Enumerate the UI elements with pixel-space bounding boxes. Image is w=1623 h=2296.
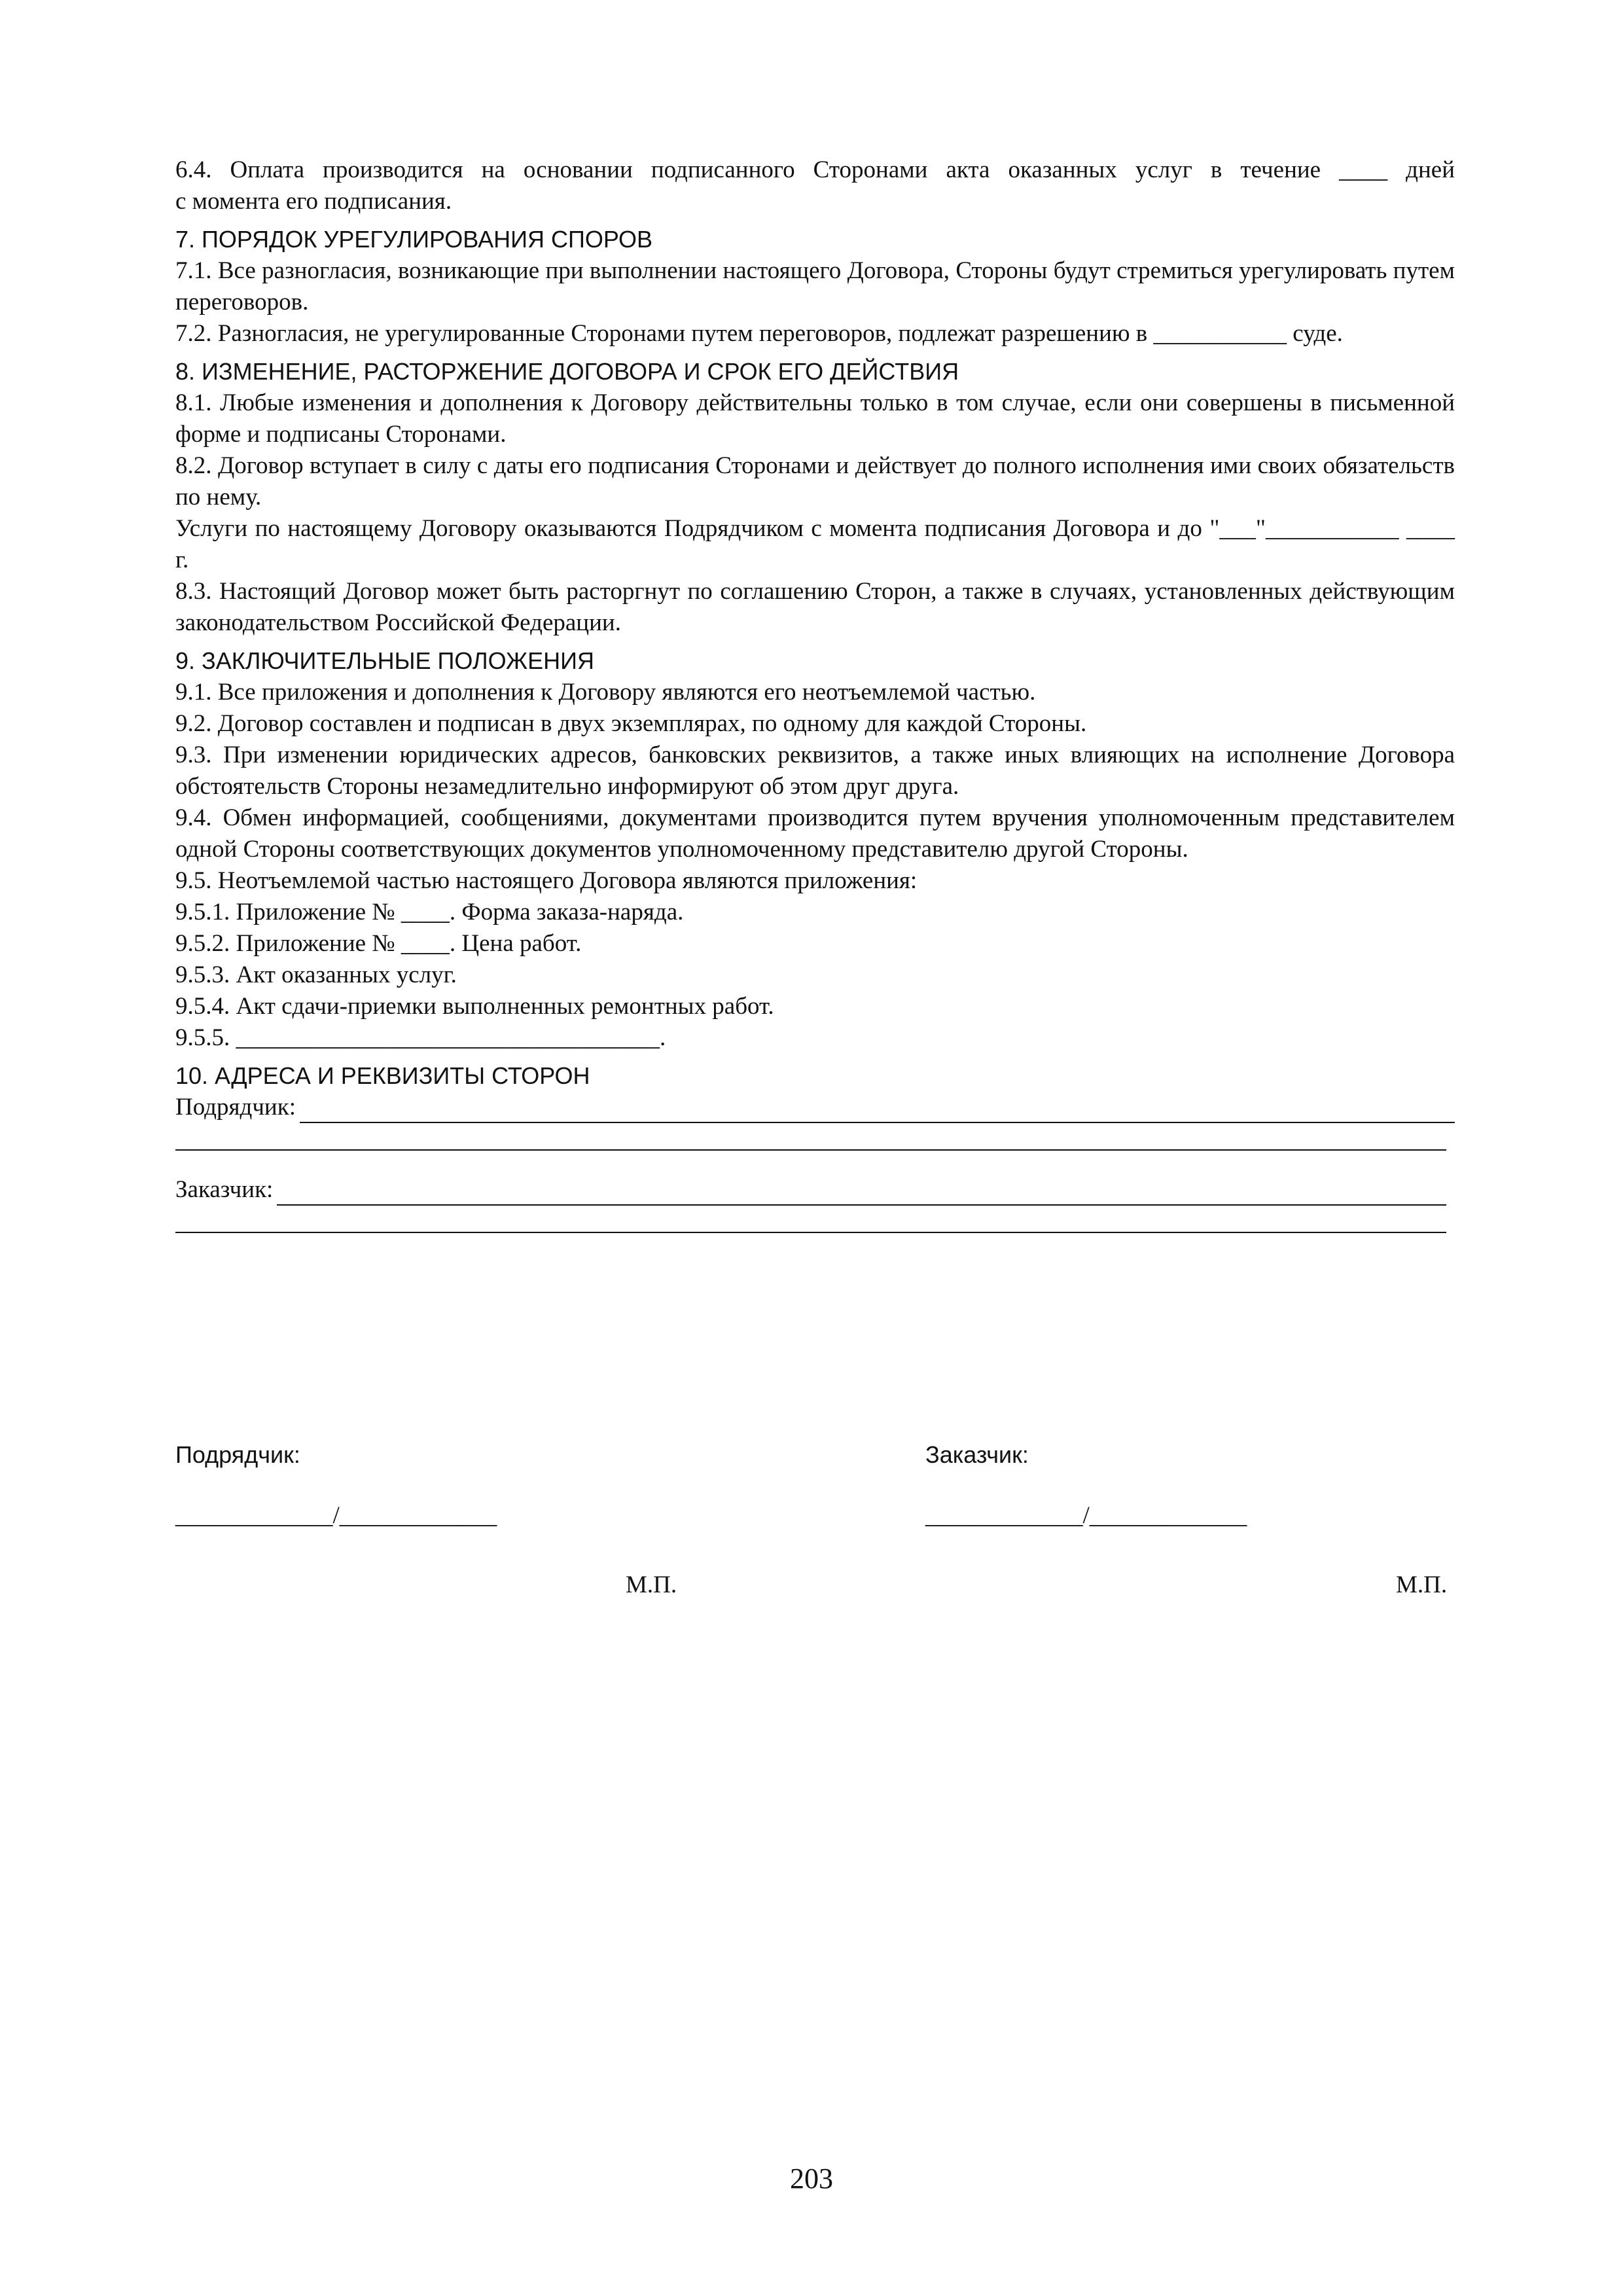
paragraph-8-2-services: Услуги по настоящему Договору оказываются Подрядчиком с момента подписания Договора и до "___"___________ ____ г. (175, 515, 1455, 573)
contractor-signature-block (175, 1441, 497, 1530)
paragraph-9-5-3: 9.5.3. Акт оказанных услуг. (175, 961, 457, 988)
paragraph-9-5-4: 9.5.4. Акт сдачи-приемки выполненных ремонтных работ. (175, 993, 774, 1020)
paragraph-9-4: 9.4. Обмен информацией, сообщениями, документами производится путем вручения уполномоченным представителем одной Стороны соответствующих документов уполномоченному представителю другой Стороны. (175, 804, 1455, 863)
paragraph-8-2: 8.2. Договор вступает в силу с даты его подписания Сторонами и действует до полного исполнения ими своих обязательств по нему. (175, 452, 1455, 511)
contractor-requisites-label: Подрядчик: (175, 1094, 296, 1121)
contractor-signature-line: _____________/_____________ (175, 1502, 497, 1529)
stamp-place-left: М.П. (626, 1571, 677, 1598)
paragraph-7-1: 7.1. Все разногласия, возникающие при выполнении настоящего Договора, Стороны будут стремиться урегулировать путем переговоров. (175, 257, 1455, 315)
section-9-heading: 9. ЗАКЛЮЧИТЕЛЬНЫЕ ПОЛОЖЕНИЯ (175, 647, 594, 674)
paragraph-9-3: 9.3. При изменении юридических адресов, банковских реквизитов, а также иных влияющих на исполнение Договора обстоятельств Стороны незамедлительно информируют об этом друг друга. (175, 742, 1455, 800)
customer-signature-line: _____________/_____________ (925, 1502, 1247, 1529)
page-number: 203 (790, 2162, 833, 2195)
contractor-requisites-row (175, 1092, 1455, 1123)
paragraph-9-5-1: 9.5.1. Приложение № ____. Форма заказа-наряда. (175, 899, 684, 925)
paragraph-7-2: 7.2. Разногласия, не урегулированные Сторонами путем переговоров, подлежат разрешению в ___________ суде. (175, 320, 1343, 347)
customer-requisites-line-2 (175, 1206, 1446, 1233)
paragraph-9-1: 9.1. Все приложения и дополнения к Договору являются его неотъемлемой частью. (175, 679, 1036, 706)
customer-signature-label: Заказчик: (925, 1441, 1029, 1468)
contractor-requisites-line (300, 1098, 1455, 1123)
contractor-signature-label: Подрядчик: (175, 1441, 300, 1468)
customer-requisites-row (175, 1174, 1446, 1206)
paragraph-9-5-2: 9.5.2. Приложение № ____. Цена работ. (175, 930, 582, 957)
paragraph-9-2: 9.2. Договор составлен и подписан в двух экземплярах, по одному для каждой Стороны. (175, 710, 1087, 737)
paragraph-8-1: 8.1. Любые изменения и дополнения к Договору действительны только в том случае, если они совершены в письменной форме и подписаны Сторонами. (175, 389, 1455, 448)
customer-requisites-label: Заказчик: (175, 1176, 274, 1203)
paragraph-9-5-5: 9.5.5. ___________________________________. (175, 1024, 666, 1051)
document-body (175, 154, 1455, 1233)
section-10-heading: 10. АДРЕСА И РЕКВИЗИТЫ СТОРОН (175, 1062, 590, 1089)
paragraph-6-4-cont: с момента его подписания. (175, 188, 452, 215)
paragraph-9-5: 9.5. Неотъемлемой частью настоящего Договора являются приложения: (175, 867, 918, 894)
section-8-heading: 8. ИЗМЕНЕНИЕ, РАСТОРЖЕНИЕ ДОГОВОРА И СРОК ЕГО ДЕЙСТВИЯ (175, 358, 959, 385)
stamp-place-right: М.П. (1396, 1571, 1448, 1598)
contractor-requisites-line-2 (175, 1123, 1446, 1151)
customer-requisites-line (277, 1181, 1446, 1206)
customer-signature-block (925, 1441, 1247, 1530)
paragraph-6-4: 6.4. Оплата производится на основании подписанного Сторонами акта оказанных услуг в течение ____ дней (175, 156, 1455, 183)
section-7-heading: 7. ПОРЯДОК УРЕГУЛИРОВАНИЯ СПОРОВ (175, 226, 653, 253)
paragraph-8-3: 8.3. Настоящий Договор может быть расторгнут по соглашению Сторон, а также в случаях, установленных действующим законодательством Российской Федерации. (175, 578, 1455, 636)
